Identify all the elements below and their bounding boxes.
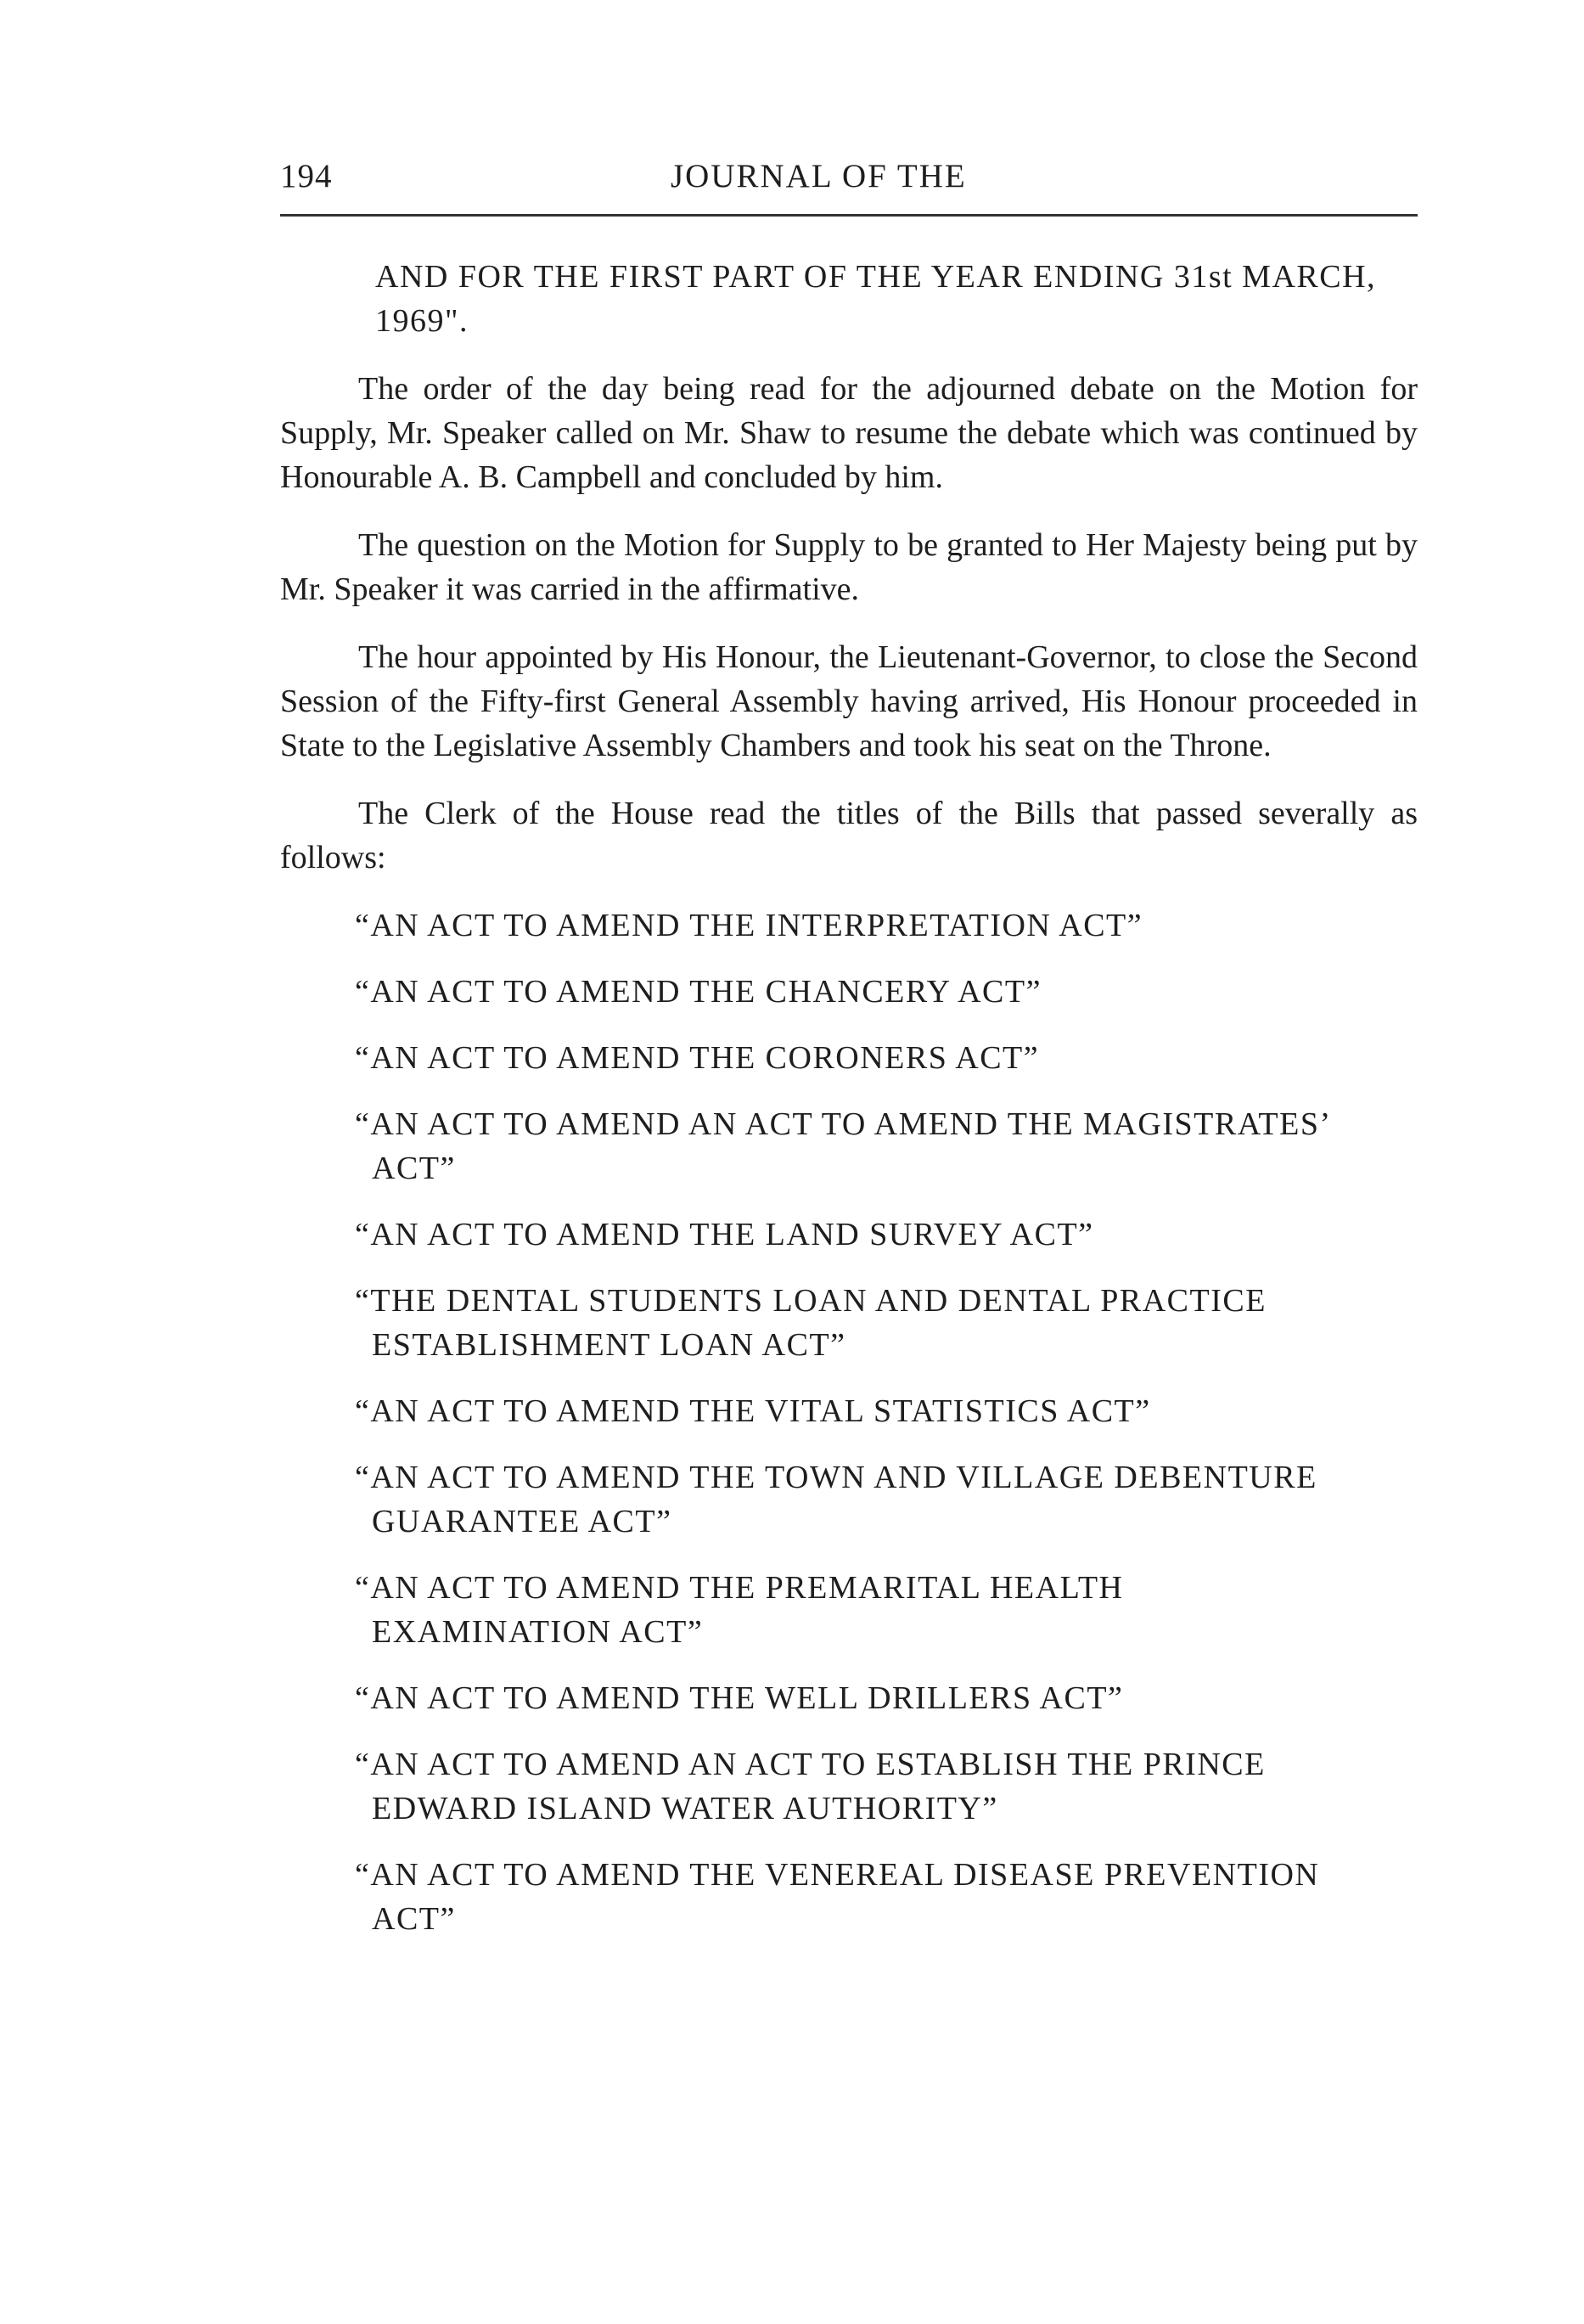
paragraph-session-close: The hour appointed by His Honour, the Lieutenant-Governor, to close the Second Session of the Fifty-first General Assembly having arrived, His Honour proceeded in State to the Legislative Assembly Chambers and took his seat on the Throne. (280, 639, 1418, 763)
bill-title: “AN ACT TO AMEND THE PREMARITAL HEALTH EXAMINATION ACT” (355, 1570, 1124, 1650)
bill-title: “THE DENTAL STUDENTS LOAN AND DENTAL PRACTICE ESTABLISHMENT LOAN ACT” (355, 1283, 1267, 1363)
bill-title: “AN ACT TO AMEND THE VENEREAL DISEASE PREVENTION ACT” (355, 1857, 1320, 1937)
bill-title: “AN ACT TO AMEND AN ACT TO ESTABLISH THE PRINCE EDWARD ISLAND WATER AUTHORITY” (355, 1747, 1266, 1826)
bill-list (280, 903, 1418, 1941)
bill-title: “AN ACT TO AMEND AN ACT TO AMEND THE MAGISTRATES’ ACT” (355, 1106, 1329, 1186)
paragraph-clerk-reading: The Clerk of the House read the titles of the Bills that passed severally as follows: (280, 796, 1418, 875)
page-header (280, 157, 1418, 200)
page-body (280, 255, 1418, 1963)
bill-title: “AN ACT TO AMEND THE CORONERS ACT” (355, 1040, 1040, 1076)
header-rule (280, 214, 1418, 217)
bill-title: “AN ACT TO AMEND THE CHANCERY ACT” (355, 974, 1042, 1010)
page-number: 194 (280, 158, 333, 194)
paragraph-supply-question: The question on the Motion for Supply to be granted to Her Majesty being put by Mr. Speaker it was carried in the affirmative. (280, 527, 1418, 607)
bill-title: “AN ACT TO AMEND THE INTERPRETATION ACT” (355, 908, 1143, 943)
bill-title: “AN ACT TO AMEND THE VITAL STATISTICS ACT” (355, 1393, 1151, 1429)
running-head: JOURNAL OF THE (671, 158, 967, 194)
bill-title: “AN ACT TO AMEND THE WELL DRILLERS ACT” (355, 1680, 1124, 1716)
paragraph-supply-debate: The order of the day being read for the adjourned debate on the Motion for Supply, Mr. Speaker called on Mr. Shaw to resume the debate which was continued by Honourable A. B. Campbell and concluded by him. (280, 371, 1418, 495)
bill-title: “AN ACT TO AMEND THE TOWN AND VILLAGE DEBENTURE GUARANTEE ACT” (355, 1460, 1317, 1539)
bill-title: “AN ACT TO AMEND THE LAND SURVEY ACT” (355, 1217, 1094, 1252)
continued-bill-title: AND FOR THE FIRST PART OF THE YEAR ENDING 31st MARCH, 1969". (375, 259, 1377, 339)
